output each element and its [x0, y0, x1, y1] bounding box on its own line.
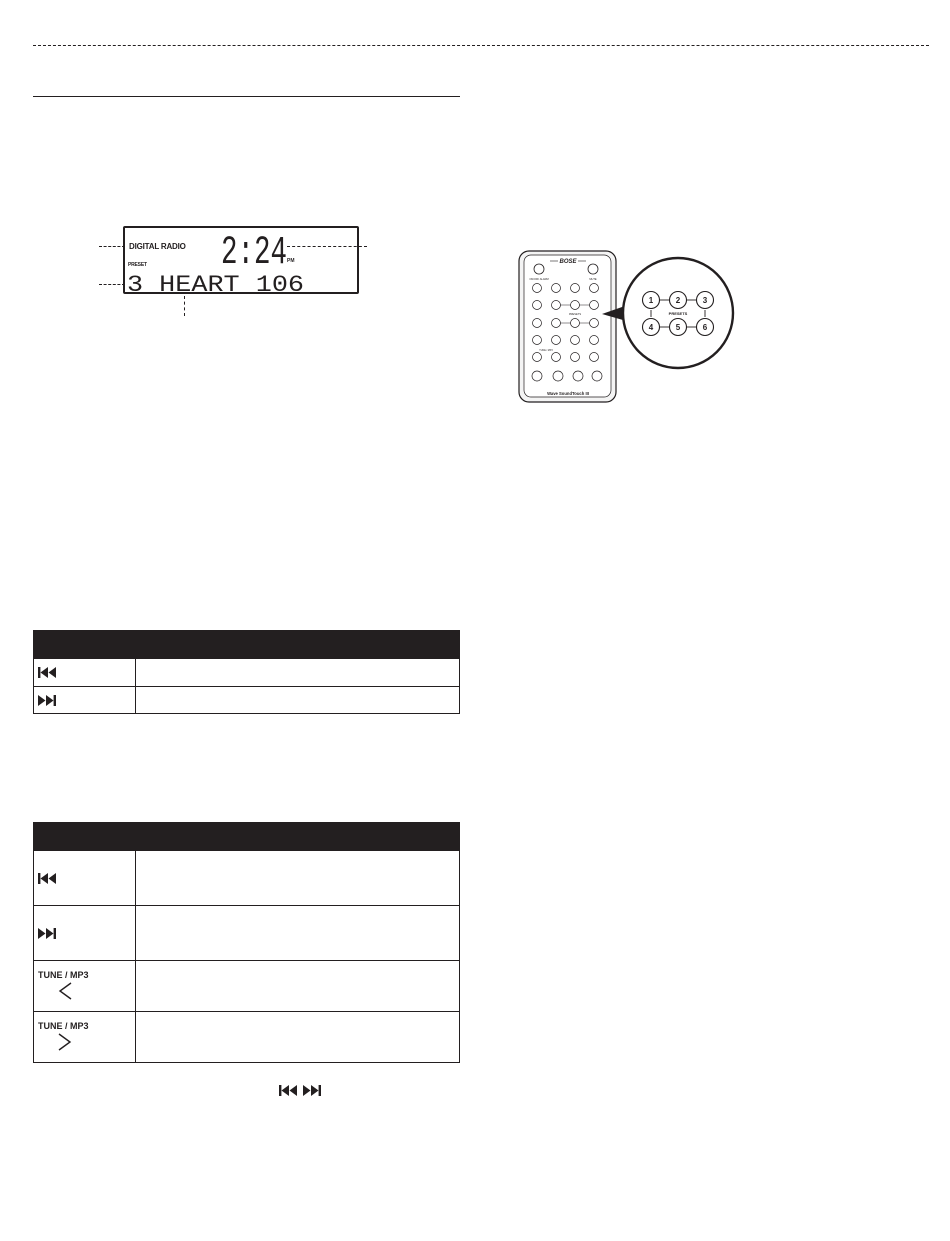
lcd-clock-text: 2:24 — [221, 233, 287, 267]
tune-mp3-label: TUNE / MP3 — [38, 1021, 89, 1031]
remote-model: Wave SoundTouch III — [547, 391, 589, 396]
mute-button[interactable] — [588, 264, 598, 274]
remote-tune-label: TUNE / MP3 — [539, 349, 553, 352]
lcd-preset-text: PRESET — [128, 262, 147, 268]
remote-presets-label: PRESETS — [568, 313, 582, 316]
previous-track-icon — [279, 1085, 297, 1096]
leader-line-mode — [99, 246, 125, 247]
preset-6-label: 6 — [702, 323, 708, 332]
tune-mp3-label: TUNE / MP3 — [38, 970, 89, 980]
buttons-table-2 — [33, 822, 460, 1063]
preset-5-label: 5 — [675, 323, 681, 332]
next-track-icon — [38, 695, 58, 706]
lcd-station — [127, 271, 307, 293]
buttons-table-1 — [33, 630, 460, 714]
top-dashed-rule — [33, 45, 929, 46]
power-label: ON/OFF ALARM — [529, 278, 549, 281]
preset-4-label: 4 — [648, 323, 654, 332]
callout-presets-label: PRESETS — [668, 311, 688, 316]
remote-control-illustration — [518, 250, 748, 405]
remote-brand: BOSE — [559, 259, 577, 265]
table-row — [34, 906, 460, 961]
next-track-icon — [303, 1085, 321, 1096]
preset-1-label: 1 — [648, 296, 654, 305]
tune-left-chevron-icon — [58, 982, 72, 1000]
table-row — [34, 851, 460, 906]
preset-2-label: 2 — [675, 296, 681, 305]
lcd-station-text: 3 HEART 106 — [127, 272, 304, 293]
table-row — [34, 687, 460, 714]
leader-line-station — [184, 296, 185, 316]
table-row — [34, 961, 460, 1012]
next-track-icon — [38, 928, 58, 939]
tune-right-chevron-icon — [58, 1033, 72, 1051]
mute-label: MUTE — [589, 278, 597, 281]
leader-line-preset — [99, 284, 125, 285]
lcd-pm-text: PM — [287, 258, 295, 264]
leader-line-clock — [287, 246, 367, 247]
table-row — [34, 1012, 460, 1063]
table-row — [34, 659, 460, 687]
inline-track-icons — [279, 1085, 327, 1096]
previous-track-icon — [38, 667, 58, 678]
power-button[interactable] — [534, 264, 544, 274]
preset-3-label: 3 — [702, 296, 708, 305]
previous-track-icon — [38, 873, 58, 884]
section-rule — [33, 96, 460, 97]
lcd-clock — [220, 233, 290, 267]
lcd-mode-text: DIGITAL RADIO — [129, 242, 186, 251]
